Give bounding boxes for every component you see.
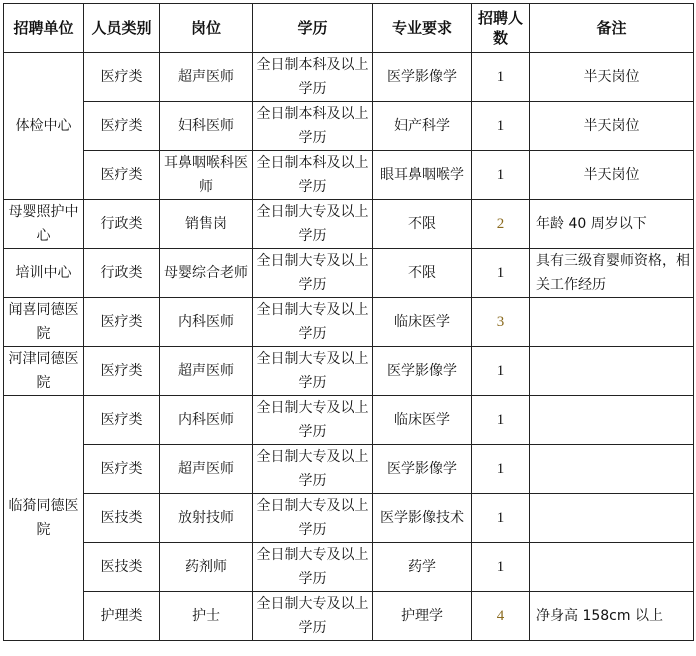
education-cell: 全日制大专及以上学历 [253,298,373,347]
education-cell: 全日制本科及以上学历 [253,151,373,200]
position-cell: 妇科医师 [160,102,253,151]
education-cell: 全日制大专及以上学历 [253,445,373,494]
note-cell [530,445,694,494]
count-cell: 1 [472,396,530,445]
count-cell: 1 [472,347,530,396]
header-education: 学历 [253,4,373,53]
note-cell [530,494,694,543]
position-cell: 内科医师 [160,396,253,445]
count-cell: 4 [472,592,530,641]
table-row [4,298,694,347]
category-cell: 医疗类 [84,445,160,494]
header-row [4,4,694,53]
unit-cell: 培训中心 [4,249,84,298]
major-cell: 护理学 [373,592,472,641]
table-row [4,347,694,396]
header-major: 专业要求 [373,4,472,53]
position-cell: 耳鼻咽喉科医师 [160,151,253,200]
education-cell: 全日制本科及以上学历 [253,53,373,102]
category-cell: 医疗类 [84,53,160,102]
position-cell: 超声医师 [160,53,253,102]
header-note: 备注 [530,4,694,53]
count-cell: 1 [472,445,530,494]
note-cell: 具有三级育婴师资格，相关工作经历 [530,249,694,298]
table-row [4,396,694,445]
note-cell: 半天岗位 [530,102,694,151]
education-cell: 全日制大专及以上学历 [253,347,373,396]
major-cell: 眼耳鼻咽喉学 [373,151,472,200]
category-cell: 行政类 [84,249,160,298]
count-cell: 2 [472,200,530,249]
major-cell: 不限 [373,200,472,249]
header-category: 人员类别 [84,4,160,53]
unit-cell: 母婴照护中心 [4,200,84,249]
category-cell: 医疗类 [84,151,160,200]
position-cell: 销售岗 [160,200,253,249]
count-cell: 1 [472,102,530,151]
table-row [4,53,694,102]
education-cell: 全日制大专及以上学历 [253,249,373,298]
category-cell: 医疗类 [84,396,160,445]
education-cell: 全日制大专及以上学历 [253,592,373,641]
position-cell: 超声医师 [160,445,253,494]
table-row [4,445,694,494]
table-row [4,543,694,592]
category-cell: 医疗类 [84,347,160,396]
note-cell [530,543,694,592]
category-cell: 护理类 [84,592,160,641]
note-cell [530,347,694,396]
education-cell: 全日制大专及以上学历 [253,200,373,249]
note-cell: 半天岗位 [530,151,694,200]
count-cell: 1 [472,494,530,543]
position-cell: 放射技师 [160,494,253,543]
count-cell: 1 [472,249,530,298]
category-cell: 医疗类 [84,298,160,347]
major-cell: 医学影像学 [373,445,472,494]
table-row [4,249,694,298]
table-row [4,200,694,249]
note-cell: 年龄 40 周岁以下 [530,200,694,249]
major-cell: 药学 [373,543,472,592]
table-row [4,494,694,543]
count-cell: 1 [472,151,530,200]
major-cell: 妇产科学 [373,102,472,151]
major-cell: 临床医学 [373,298,472,347]
note-cell [530,298,694,347]
category-cell: 行政类 [84,200,160,249]
unit-cell: 河津同德医院 [4,347,84,396]
major-cell: 临床医学 [373,396,472,445]
note-cell [530,396,694,445]
position-cell: 母婴综合老师 [160,249,253,298]
table-row [4,592,694,641]
major-cell: 医学影像学 [373,347,472,396]
education-cell: 全日制大专及以上学历 [253,494,373,543]
major-cell: 不限 [373,249,472,298]
education-cell: 全日制大专及以上学历 [253,543,373,592]
count-cell: 1 [472,53,530,102]
note-cell: 净身高 158cm 以上 [530,592,694,641]
header-position: 岗位 [160,4,253,53]
position-cell: 药剂师 [160,543,253,592]
position-cell: 超声医师 [160,347,253,396]
major-cell: 医学影像技术 [373,494,472,543]
header-unit: 招聘单位 [4,4,84,53]
position-cell: 护士 [160,592,253,641]
count-cell: 1 [472,543,530,592]
recruitment-table [3,3,694,641]
category-cell: 医疗类 [84,102,160,151]
note-cell: 半天岗位 [530,53,694,102]
unit-cell: 体检中心 [4,53,84,200]
header-count: 招聘人数 [472,4,530,53]
unit-cell: 闻喜同德医院 [4,298,84,347]
table-row [4,102,694,151]
category-cell: 医技类 [84,494,160,543]
count-cell: 3 [472,298,530,347]
unit-cell: 临猗同德医院 [4,396,84,641]
table-row [4,151,694,200]
education-cell: 全日制大专及以上学历 [253,396,373,445]
major-cell: 医学影像学 [373,53,472,102]
education-cell: 全日制本科及以上学历 [253,102,373,151]
category-cell: 医技类 [84,543,160,592]
position-cell: 内科医师 [160,298,253,347]
